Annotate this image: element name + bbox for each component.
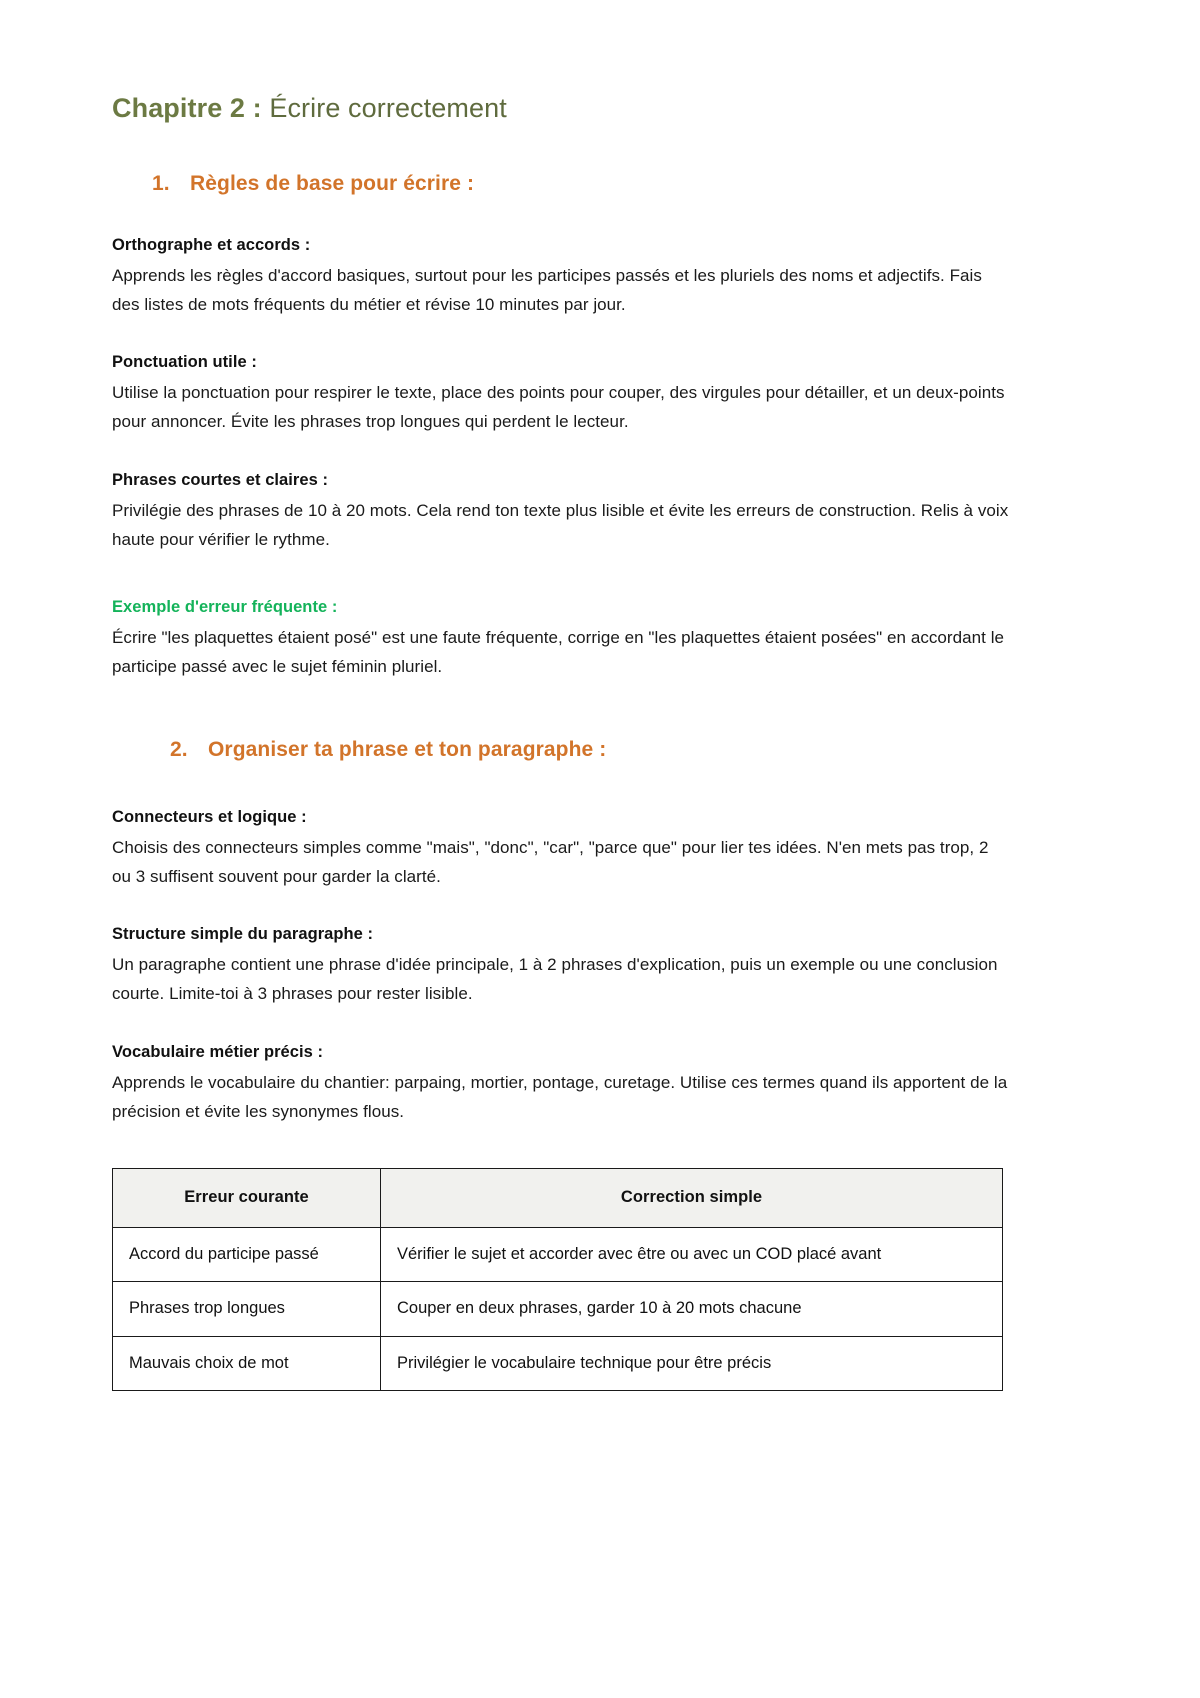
content-block (112, 353, 1088, 436)
table-cell-error: Accord du participe passé (113, 1227, 381, 1282)
example-block-body: Écrire "les plaquettes étaient posé" est une faute fréquente, corrige en "les plaquettes étaient posées" en accordant le participe passé avec le sujet féminin pluriel. (112, 628, 1005, 677)
section-title-2: Organiser ta phrase et ton paragraphe : (208, 737, 607, 761)
block-title: Structure simple du paragraphe : (112, 925, 374, 944)
content-block (112, 471, 1088, 554)
section-title-1: Règles de base pour écrire : (190, 171, 475, 195)
table-body (113, 1227, 1003, 1391)
example-block-title: Exemple d'erreur fréquente : (112, 598, 338, 617)
table-header-cell: Erreur courante (113, 1169, 381, 1228)
block-body: Apprends les règles d'accord basiques, surtout pour les participes passés et les pluriels des noms et adjectifs. Fais des listes de mots fréquents du métier et révise 10 minutes par jour. (112, 265, 982, 314)
table-cell-correction: Couper en deux phrases, garder 10 à 20 mots chacune (381, 1282, 1003, 1337)
section-number-1: 1. (152, 171, 170, 195)
block-title: Vocabulaire métier précis : (112, 1042, 324, 1061)
content-block (112, 925, 1088, 1008)
page-title (112, 92, 1088, 126)
content-block (112, 1043, 1088, 1126)
block-body: Privilégie des phrases de 10 à 20 mots. Cela rend ton texte plus lisible et évite les erreurs de construction. Relis à voix haute pour vérifier le rythme. (112, 500, 1009, 549)
block-title: Ponctuation utile : (112, 353, 257, 372)
table-row (113, 1227, 1003, 1282)
block-title: Phrases courtes et claires : (112, 470, 329, 489)
section-heading-2 (112, 738, 1088, 762)
content-block (112, 808, 1088, 891)
example-block (112, 598, 1088, 681)
table-header-cell: Correction simple (381, 1169, 1003, 1228)
section-number-2: 2. (170, 737, 188, 761)
chapter-label: Chapitre 2 : (112, 93, 262, 123)
table-row (113, 1336, 1003, 1391)
section-heading-1 (112, 172, 1088, 196)
table-cell-correction: Privilégier le vocabulaire technique pour être précis (381, 1336, 1003, 1391)
chapter-title-text: Écrire correctement (261, 93, 507, 123)
table-header-row (113, 1169, 1003, 1228)
table-row (113, 1282, 1003, 1337)
table-cell-error: Mauvais choix de mot (113, 1336, 381, 1391)
block-body: Apprends le vocabulaire du chantier: parpaing, mortier, pontage, curetage. Utilise ces termes quand ils apportent de la précision et évite les synonymes flous. (112, 1072, 1008, 1121)
table-cell-error: Phrases trop longues (113, 1282, 381, 1337)
errors-table (112, 1168, 1003, 1391)
table-head (113, 1169, 1003, 1228)
block-title: Connecteurs et logique : (112, 807, 307, 826)
content-block (112, 236, 1088, 319)
table-cell-correction: Vérifier le sujet et accorder avec être ou avec un COD placé avant (381, 1227, 1003, 1282)
errors-table-wrapper (112, 1168, 1088, 1391)
block-title: Orthographe et accords : (112, 235, 311, 254)
block-body: Utilise la ponctuation pour respirer le texte, place des points pour couper, des virgules pour détailler, et un deux-points pour annoncer. Évite les phrases trop longues qui perdent le lecteur. (112, 383, 1005, 432)
block-body: Choisis des connecteurs simples comme "mais", "donc", "car", "parce que" pour lier tes idées. N'en mets pas trop, 2 ou 3 suffisent souvent pour garder la clarté. (112, 837, 989, 886)
block-body: Un paragraphe contient une phrase d'idée principale, 1 à 2 phrases d'explication, puis un exemple ou une conclusion courte. Limite-toi à 3 phrases pour rester lisible. (112, 955, 998, 1004)
